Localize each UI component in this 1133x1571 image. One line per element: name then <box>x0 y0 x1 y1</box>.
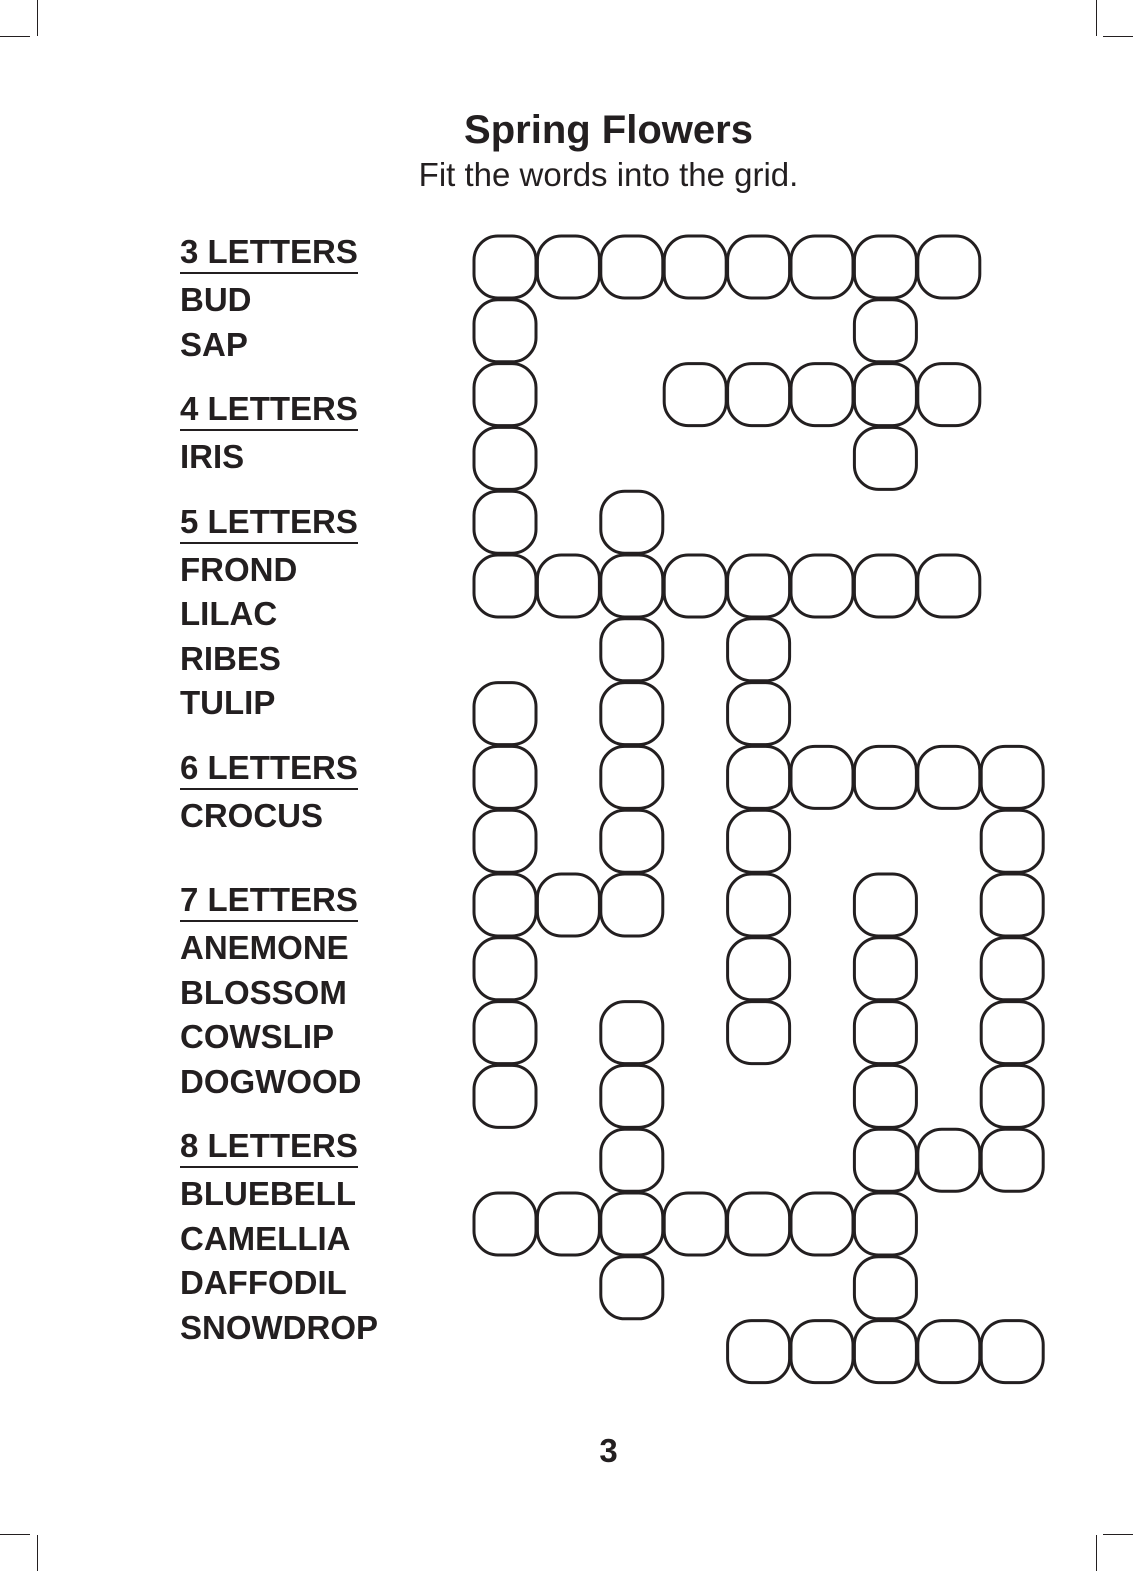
word-item: CROCUS <box>180 796 324 834</box>
grid-cell[interactable] <box>918 1321 980 1383</box>
word-item: BLUEBELL <box>180 1175 356 1212</box>
group-heading: 7 LETTERS <box>180 880 358 922</box>
grid-cell[interactable] <box>854 1129 916 1191</box>
grid-cell[interactable] <box>728 810 790 872</box>
grid-cell[interactable] <box>728 874 790 936</box>
word-item: CAMELLIA <box>180 1219 351 1257</box>
grid-cell[interactable] <box>601 619 663 681</box>
grid-cell[interactable] <box>791 746 853 808</box>
grid-cell[interactable] <box>918 364 980 426</box>
grid-cell[interactable] <box>854 1257 916 1319</box>
grid-cell[interactable] <box>601 1257 663 1319</box>
grid-cell[interactable] <box>474 938 536 1000</box>
grid-cell[interactable] <box>474 491 536 553</box>
grid-cell[interactable] <box>918 555 980 617</box>
grid-cell[interactable] <box>728 555 790 617</box>
page-number: 3 <box>599 1432 618 1469</box>
grid-cell[interactable] <box>981 1129 1043 1191</box>
group-heading: 4 LETTERS <box>180 389 358 431</box>
grid-cell[interactable] <box>601 874 663 936</box>
grid-cell[interactable] <box>854 555 916 617</box>
word-item: RIBES <box>180 639 281 677</box>
grid-cell[interactable] <box>728 236 790 298</box>
grid-cell[interactable] <box>474 427 536 489</box>
grid-cell[interactable] <box>728 1321 790 1383</box>
group-heading: 8 LETTERS <box>180 1126 358 1168</box>
grid-cell[interactable] <box>791 236 853 298</box>
word-item: ANEMONE <box>180 929 349 966</box>
word-item: BLOSSOM <box>180 973 347 1011</box>
grid-cell[interactable] <box>791 1321 853 1383</box>
grid-cell[interactable] <box>854 427 916 489</box>
grid-cell[interactable] <box>474 683 536 745</box>
grid-cell[interactable] <box>664 364 726 426</box>
word-item: FROND <box>180 550 298 588</box>
grid-cell[interactable] <box>981 1065 1043 1127</box>
grid-cell[interactable] <box>601 491 663 553</box>
grid-cell[interactable] <box>537 1193 599 1255</box>
grid-cell[interactable] <box>854 938 916 1000</box>
grid-cell[interactable] <box>918 746 980 808</box>
grid-cell[interactable] <box>854 1321 916 1383</box>
grid-cell[interactable] <box>918 1129 980 1191</box>
grid-cell[interactable] <box>601 1193 663 1255</box>
grid-cell[interactable] <box>854 300 916 362</box>
word-item: SAP <box>180 325 248 363</box>
word-item: LILAC <box>180 595 278 632</box>
grid-cell[interactable] <box>474 1002 536 1064</box>
grid-cell[interactable] <box>981 810 1043 872</box>
grid-cell[interactable] <box>664 236 726 298</box>
grid-cell[interactable] <box>981 874 1043 936</box>
grid-cell[interactable] <box>474 1065 536 1127</box>
grid-cell[interactable] <box>474 1193 536 1255</box>
grid-cell[interactable] <box>728 364 790 426</box>
grid-cell[interactable] <box>474 810 536 872</box>
grid-cell[interactable] <box>601 1002 663 1064</box>
grid-cell[interactable] <box>537 236 599 298</box>
word-item: DOGWOOD <box>180 1062 362 1100</box>
grid-cell[interactable] <box>474 746 536 808</box>
grid-cell[interactable] <box>981 938 1043 1000</box>
grid-cell[interactable] <box>791 364 853 426</box>
grid-cell[interactable] <box>728 1002 790 1064</box>
grid-cell[interactable] <box>918 236 980 298</box>
page-title: Spring Flowers <box>464 108 753 152</box>
page-subtitle: Fit the words into the grid. <box>418 156 799 193</box>
grid-cell[interactable] <box>854 1193 916 1255</box>
word-item: TULIP <box>180 684 276 721</box>
word-item: BUD <box>180 281 252 318</box>
grid-cell[interactable] <box>474 236 536 298</box>
grid-cell[interactable] <box>981 746 1043 808</box>
grid-cell[interactable] <box>474 874 536 936</box>
grid-cell[interactable] <box>981 1321 1043 1383</box>
grid-cell[interactable] <box>791 1193 853 1255</box>
grid-cell[interactable] <box>854 874 916 936</box>
grid-cell[interactable] <box>664 555 726 617</box>
grid-cell[interactable] <box>728 683 790 745</box>
grid-cell[interactable] <box>474 555 536 617</box>
grid-cell[interactable] <box>601 1129 663 1191</box>
grid-cell[interactable] <box>537 555 599 617</box>
grid-cell[interactable] <box>601 1065 663 1127</box>
grid-cell[interactable] <box>791 555 853 617</box>
grid-cell[interactable] <box>474 300 536 362</box>
word-item: COWSLIP <box>180 1018 334 1055</box>
grid-cell[interactable] <box>728 938 790 1000</box>
grid-cell[interactable] <box>601 810 663 872</box>
grid-cell[interactable] <box>854 364 916 426</box>
grid-cell[interactable] <box>854 1065 916 1127</box>
grid-cell[interactable] <box>728 746 790 808</box>
grid-cell[interactable] <box>854 746 916 808</box>
grid-cell[interactable] <box>981 1002 1043 1064</box>
grid-cell[interactable] <box>537 874 599 936</box>
group-heading: 3 LETTERS <box>180 232 358 274</box>
grid-cell[interactable] <box>664 1193 726 1255</box>
grid-cell[interactable] <box>854 236 916 298</box>
grid-cell[interactable] <box>474 364 536 426</box>
grid-cell[interactable] <box>601 746 663 808</box>
grid-cell[interactable] <box>728 1193 790 1255</box>
word-item: IRIS <box>180 438 245 475</box>
grid-cell[interactable] <box>601 683 663 745</box>
grid-cell[interactable] <box>601 555 663 617</box>
grid-cell[interactable] <box>854 1002 916 1064</box>
grid-cell[interactable] <box>728 619 790 681</box>
group-heading: 5 LETTERS <box>180 502 358 544</box>
word-item: DAFFODIL <box>180 1264 347 1301</box>
group-heading: 6 LETTERS <box>180 748 358 790</box>
grid-cell[interactable] <box>601 236 663 298</box>
word-item: SNOWDROP <box>180 1308 378 1346</box>
